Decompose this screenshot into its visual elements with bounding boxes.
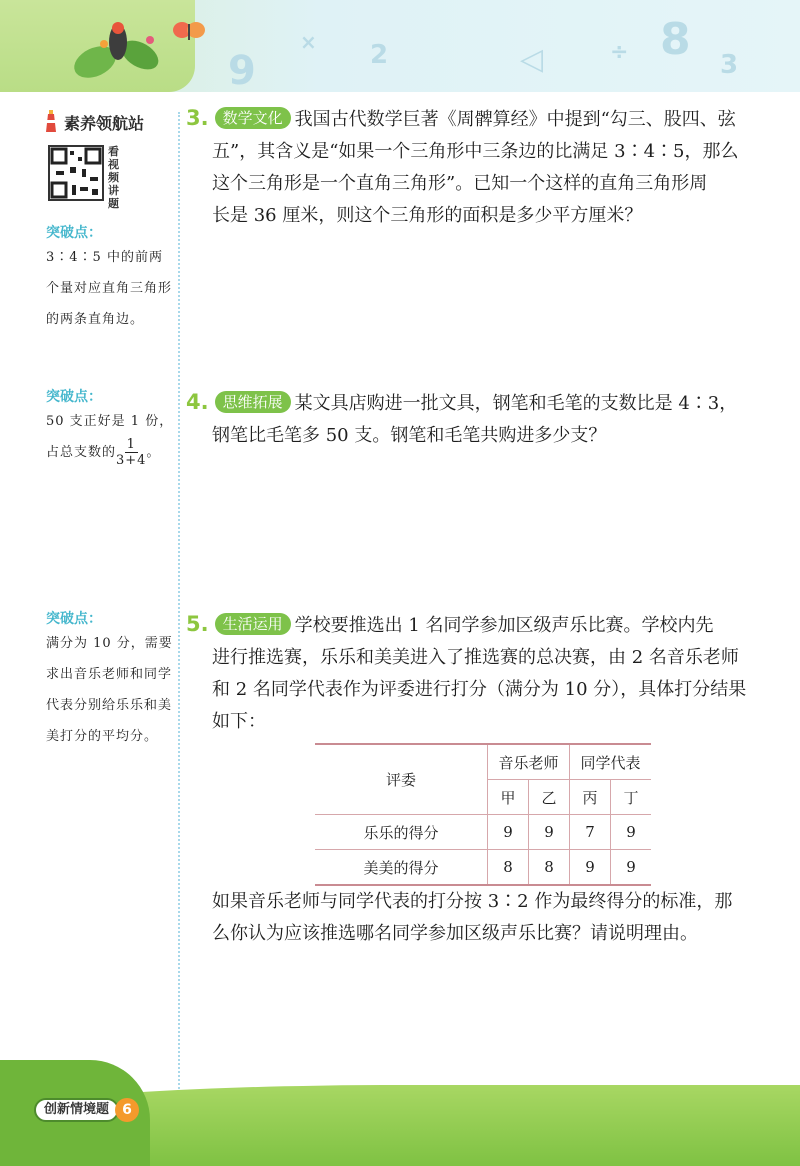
problem-line: 如下： <box>212 711 266 732</box>
table-cell: 9 <box>570 850 611 886</box>
problem-text: 我国古代数学巨著《周髀算经》中提到“勾三、股四、弦 <box>294 109 736 130</box>
table-judge-header: 乙 <box>529 780 570 815</box>
table-judge-header: 丁 <box>611 780 652 815</box>
table-judge-header: 甲 <box>488 780 529 815</box>
problem-line: 如果音乐老师与同学代表的打分按 3∶2 作为最终得分的标准，那 <box>212 891 733 912</box>
table-cell: 9 <box>488 815 529 850</box>
problem-text: 学校要推选出 1 名同学参加区级声乐比赛。学校内先 <box>294 615 714 636</box>
problem-3 <box>186 102 776 232</box>
lighthouse-icon <box>44 110 58 134</box>
deco-symbol: ÷ <box>610 40 629 65</box>
qr-code[interactable] <box>48 145 104 201</box>
problem-line <box>186 608 776 642</box>
header-leaf-decoration <box>0 0 195 92</box>
fraction <box>116 437 146 468</box>
table-row <box>315 815 651 850</box>
sidebar-header <box>44 110 144 134</box>
problem-line: 么你认为应该推选哪名同学参加区级声乐比赛？请说明理由。 <box>212 923 698 944</box>
deco-digit: 2 <box>370 40 389 70</box>
problem-number: 4. <box>186 390 209 414</box>
deco-digit: 3 <box>720 50 739 80</box>
tip-label: 突破点： <box>46 225 102 241</box>
table-row <box>315 850 651 886</box>
problem-line: 和 2 名同学代表作为评委进行打分（满分为 10 分），具体打分结果 <box>212 679 747 700</box>
leaves-icon <box>0 0 195 92</box>
tip-text-part: 50 支正好是 1 份，占总支数的 <box>46 414 174 460</box>
problem-tag: 数学文化 <box>215 107 291 129</box>
problem-tag: 思维拓展 <box>215 391 291 413</box>
problem-line: 进行推选赛，乐乐和美美进入了推选赛的总决赛，由 2 名音乐老师 <box>212 647 739 668</box>
problem-line <box>186 386 776 420</box>
tip-text: 满分为 10 分，需要求出音乐老师和同学代表分别给乐乐和美美打分的平均分。 <box>46 636 173 744</box>
deco-triangle: ◁ <box>520 42 544 77</box>
page-number: 6 <box>115 1098 139 1122</box>
score-table <box>315 743 651 886</box>
problem-line: 这个三角形是一个直角三角形”。已知一个这样的直角三角形周 <box>212 173 708 194</box>
problem-5-question <box>186 886 800 950</box>
table-row-label: 美美的得分 <box>315 850 488 886</box>
table-cell: 9 <box>611 815 652 850</box>
problem-4 <box>186 386 776 452</box>
table-corner-cell: 评委 <box>315 744 488 815</box>
problem-text: 某文具店购进一批文具，钢笔和毛笔的支数比是 4∶3， <box>294 393 738 414</box>
deco-symbol: × <box>300 30 317 54</box>
tip-text <box>46 406 176 468</box>
problem-line: 钢笔比毛笔多 50 支。钢笔和毛笔共购进多少支？ <box>212 425 607 446</box>
sidebar-title: 素养领航站 <box>64 113 145 133</box>
fraction-numerator: 1 <box>126 437 136 452</box>
problem-number: 3. <box>186 106 209 130</box>
fraction-denominator: 3+4 <box>116 453 147 468</box>
problem-5 <box>186 608 776 738</box>
table-cell: 8 <box>529 850 570 886</box>
tip-label: 突破点： <box>46 389 102 405</box>
deco-digit: 9 <box>228 48 256 94</box>
footer-label: 创新情境题 <box>34 1098 119 1122</box>
problem-line <box>186 102 776 136</box>
table-cell: 9 <box>529 815 570 850</box>
qr-code-icon <box>50 147 102 199</box>
table-judge-header: 丙 <box>570 780 611 815</box>
problem-line: 五”，其含义是“如果一个三角形中三条边的比满足 3∶4∶5，那么 <box>212 141 739 162</box>
footer-badge <box>34 1098 139 1122</box>
tip-text-part: 。 <box>146 445 161 460</box>
table-row-label: 乐乐的得分 <box>315 815 488 850</box>
qr-video-label: 看视频讲题 <box>108 145 119 210</box>
table-group-header: 同学代表 <box>570 744 652 780</box>
problem-line: 长是 36 厘米，则这个三角形的面积是多少平方厘米？ <box>212 205 643 226</box>
problem-number: 5. <box>186 612 209 636</box>
deco-digit: 8 <box>660 14 691 65</box>
butterfly-icon <box>172 18 206 48</box>
tip-label: 突破点： <box>46 611 102 627</box>
tip-text: 3∶4∶5 中的前两个量对应直角三角形的两条直角边。 <box>46 250 173 327</box>
table-group-header: 音乐老师 <box>488 744 570 780</box>
table-header-row <box>315 744 651 780</box>
sidebar-divider <box>178 112 180 1092</box>
problem-tag: 生活运用 <box>215 613 291 635</box>
table-cell: 9 <box>611 850 652 886</box>
header-band <box>0 0 800 92</box>
table-cell: 8 <box>488 850 529 886</box>
table-cell: 7 <box>570 815 611 850</box>
